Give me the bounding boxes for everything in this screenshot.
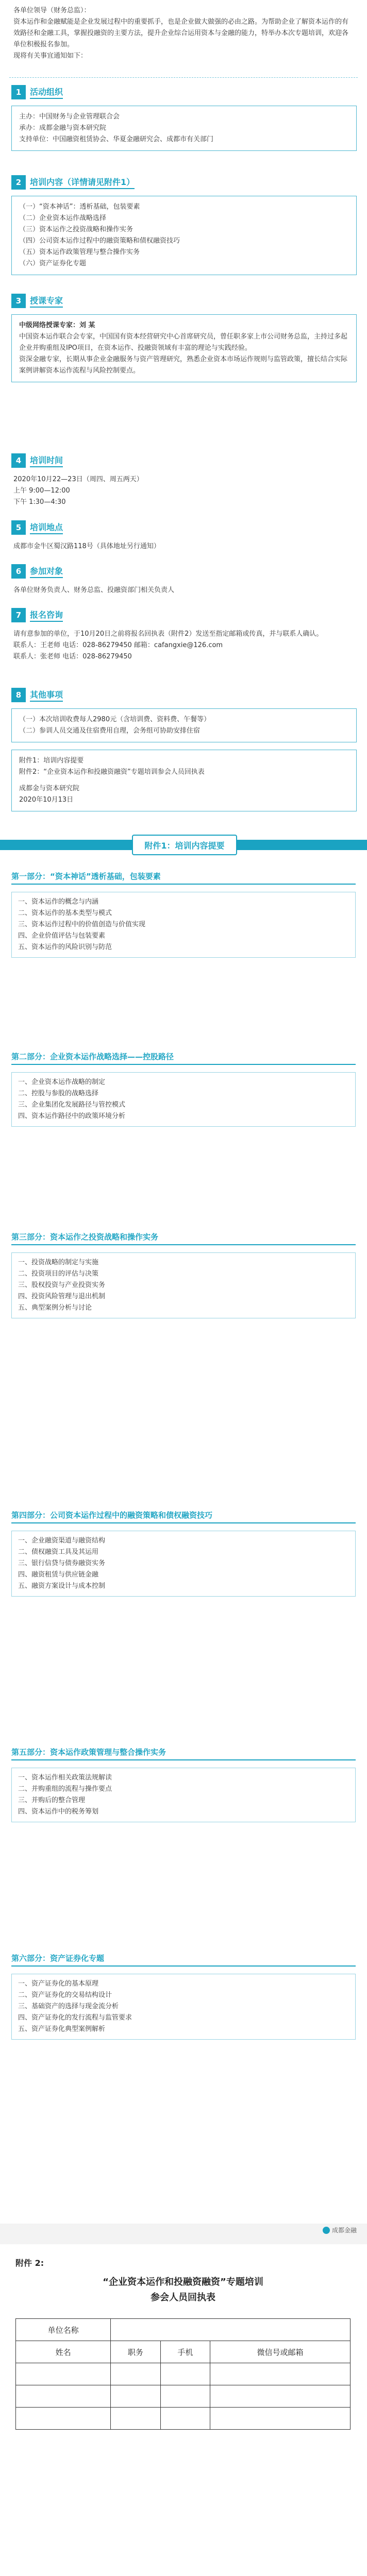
section-title: 培训地点 — [30, 521, 63, 534]
signature-org: 成都金与资本研究院 — [19, 785, 80, 792]
section-line: 主办：中国财务与企业管理联合会 — [19, 113, 120, 121]
column-header: 手机 — [160, 2341, 210, 2363]
table-cell[interactable] — [16, 2408, 111, 2430]
part-line: 一、资本运作的概念与内涵 — [18, 898, 99, 906]
section-title: 培训内容（详情请见附件1） — [30, 176, 135, 189]
part-line: 二、资本运作的基本类型与模式 — [18, 909, 112, 917]
section-line: 联系人：王老师 电话：028-86279450 邮箱：cafangxie@126.com — [13, 641, 223, 649]
part-line: 五、资本运作的风险识别与防范 — [18, 943, 112, 951]
part-line: 二、控股与参股的战略选择 — [18, 1090, 99, 1097]
attachment-line: 附件1：培训内容提要 — [19, 757, 84, 765]
section-line: 成都市金牛区蜀汉路118号（具体地址另行通知） — [13, 543, 160, 550]
part-heading: 第五部分：资本运作政策管理与整合操作实务 — [11, 1747, 356, 1760]
part-body — [11, 1528, 356, 1597]
appendix2-header — [15, 2257, 351, 2306]
column-header: 姓名 — [16, 2341, 111, 2363]
section-line: （二）企业资本运作战略选择 — [19, 214, 107, 222]
section-line: （一）“资本神话”：透析基础，包装要素 — [19, 203, 140, 211]
appendix2-title-line2: 参会人员回执表 — [151, 2292, 215, 2303]
section-line: 资深金融专家，长期从事企业金融服务与资产管理研究，熟悉企业资本市场运作规则与监管政策，擅长结合实际案例讲解资本运作流程与风险控制要点。 — [19, 355, 348, 375]
section-line: 支持单位：中国融资租赁协会、华夏金融研究会、成都市有关部门 — [19, 135, 214, 143]
signature-date: 2020年10月13日 — [19, 796, 74, 804]
section-heading — [11, 85, 63, 99]
section-heading — [11, 520, 63, 535]
part-heading: 第一部分：“资本神话”透析基础，包装要素 — [11, 871, 356, 885]
part-line: 四、资产证券化的发行流程与监管要求 — [18, 2014, 132, 2022]
part-line: 一、资产证券化的基本原理 — [18, 1980, 99, 1988]
part-line: 五、典型案例分析与讨论 — [18, 1304, 92, 1312]
table-cell[interactable] — [111, 2408, 160, 2430]
footer-logo — [323, 2226, 357, 2234]
section-heading — [11, 453, 63, 468]
section-number: 8 — [11, 688, 26, 702]
section-line: 承办：成都金融与资本研究院 — [19, 124, 107, 132]
table-row — [16, 2363, 351, 2385]
part-line: 三、银行信贷与债券融资实务 — [18, 1560, 106, 1567]
section-line: 联系人：张老师 电话：028-86279450 — [13, 653, 132, 660]
table-row — [16, 2408, 351, 2430]
section-text — [13, 474, 354, 508]
section-number: 2 — [11, 175, 26, 190]
section-line: 下午 1:30—4:30 — [13, 498, 66, 506]
appendix2-label: 附件 2: — [15, 2258, 44, 2268]
section-line: 各单位财务负责人、财务总监、投融资部门相关负责人 — [13, 586, 175, 594]
unit-name-field[interactable] — [111, 2319, 351, 2341]
section-line: （五）资本运作政策管理与整合操作实务 — [19, 248, 140, 256]
section-line: 请有意参加的单位，于10月20日之前将报名回执表（附件2）发送至指定邮箱或传真，并与联系人确认。 — [13, 630, 323, 638]
section-text — [13, 629, 354, 663]
appendix-title: 附件1：培训内容提要 — [132, 835, 237, 855]
section-line: （三）资本运作之投资战略和操作实务 — [19, 226, 134, 233]
part-line: 四、企业价值评估与包装要素 — [18, 932, 106, 940]
part-line: 四、资本运作路径中的政策环境分析 — [18, 1112, 126, 1120]
section-heading — [11, 175, 135, 190]
section-line: 上午 9:00—12:00 — [13, 487, 70, 495]
part-line: 二、债权融资工具及其运用 — [18, 1548, 99, 1556]
section-title: 报名咨询 — [30, 608, 63, 622]
divider — [9, 77, 358, 78]
part-body — [11, 1069, 356, 1127]
part-line: 三、基础资产的选择与现金流分析 — [18, 2003, 119, 2010]
table-cell[interactable] — [210, 2363, 351, 2385]
section-line: （四）公司资本运作过程中的融资策略和债权融资技巧 — [19, 237, 180, 245]
part-line: 五、融资方案设计与成本控制 — [18, 1582, 106, 1590]
part-body — [11, 1765, 356, 1822]
footer-strip — [0, 2224, 367, 2244]
intro-line: 资本运作和金融赋能是企业发展过程中的重要抓手，也是企业做大做强的必由之路。为帮助企业了解资本运作的有效路径和金融工具，掌握投融资的主要方法，提升企业综合运用资本与金融的能力，特举办本次专题培训，欢迎各单位积极报名参加。 — [13, 18, 349, 48]
table-cell[interactable] — [16, 2363, 111, 2385]
part-line: 五、资产证券化典型案例解析 — [18, 2025, 106, 2033]
table-cell[interactable] — [111, 2363, 160, 2385]
table-row — [16, 2341, 351, 2363]
section-heading — [11, 564, 63, 579]
section-box — [11, 106, 357, 151]
table-cell[interactable] — [210, 2385, 351, 2408]
section-box — [11, 314, 357, 382]
section-heading — [11, 688, 63, 702]
part-line: 三、企业集团化发展路径与管控模式 — [18, 1101, 126, 1109]
section-number: 7 — [11, 608, 26, 622]
part-line: 四、资本运作中的税务筹划 — [18, 1808, 99, 1816]
section-number: 3 — [11, 294, 26, 308]
section-line: （一）本次培训收费每人2980元（含培训费、资料费、午餐等） — [19, 716, 211, 723]
section-number: 4 — [11, 453, 26, 468]
column-header: 职务 — [111, 2341, 160, 2363]
section-box — [11, 708, 357, 742]
part-line: 一、企业融资渠道与融资结构 — [18, 1537, 106, 1545]
section-box — [11, 196, 357, 275]
table-cell[interactable] — [16, 2385, 111, 2408]
table-cell[interactable] — [160, 2408, 210, 2430]
section-number: 1 — [11, 85, 26, 99]
table-cell[interactable] — [160, 2385, 210, 2408]
table-row — [16, 2385, 351, 2408]
section-line: 中级网络授课专家：刘 某 — [19, 321, 95, 329]
section-line: 中国资本运作联合会专家，中国国有资本经营研究中心首席研究员，曾任职多家上市公司财务总监，主持过多起企业并购重组及IPO项目，在资本运作、投融资领域有丰富的理论与实践经验。 — [19, 333, 348, 352]
attachment-line: 附件2：“企业资本运作和投融资融资”专题培训参会人员回执表 — [19, 768, 205, 776]
part-body — [11, 889, 356, 958]
section-title: 其他事项 — [30, 688, 63, 702]
part-line: 二、资产证券化的交易结构设计 — [18, 1991, 112, 1999]
unit-name-label: 单位名称 — [16, 2319, 111, 2341]
part-line: 四、融资租赁与供应链金融 — [18, 1571, 99, 1579]
table-cell[interactable] — [210, 2408, 351, 2430]
table-cell[interactable] — [160, 2363, 210, 2385]
part-heading: 第四部分：公司资本运作过程中的融资策略和债权融资技巧 — [11, 1510, 356, 1523]
part-line: 一、资本运作相关政策法规解读 — [18, 1774, 112, 1782]
intro-line: 各单位领导（财务总监）： — [13, 7, 91, 14]
section-title: 参加对象 — [30, 565, 63, 578]
intro-line: 现将有关事宜通知如下： — [13, 52, 88, 60]
section-line: 2020年10月22—23日（周四、周五两天） — [13, 476, 143, 483]
section-title: 活动组织 — [30, 86, 63, 99]
logo-label: 成都金融 — [331, 2227, 357, 2234]
part-line: 三、并购后的整合管理 — [18, 1797, 86, 1804]
intro-text — [13, 5, 354, 62]
part-line: 二、并购重组的流程与操作要点 — [18, 1785, 112, 1793]
section-number: 5 — [11, 520, 26, 535]
part-body — [11, 1971, 356, 2040]
section-heading — [11, 294, 63, 308]
part-body — [11, 1249, 356, 1318]
part-heading: 第二部分：企业资本运作战略选择——控股路径 — [11, 1051, 356, 1065]
part-heading: 第三部分：资本运作之投资战略和操作实务 — [11, 1231, 356, 1245]
attachments-box — [11, 750, 357, 811]
part-line: 一、投资战略的制定与实施 — [18, 1259, 99, 1266]
section-title: 培训时间 — [30, 454, 63, 467]
section-text — [13, 585, 354, 596]
table-cell[interactable] — [111, 2385, 160, 2408]
column-header: 微信号或邮箱 — [210, 2341, 351, 2363]
part-line: 三、资本运作过程中的价值创造与价值实现 — [18, 921, 146, 928]
part-line: 一、企业资本运作战略的制定 — [18, 1078, 106, 1086]
section-title: 授课专家 — [30, 294, 63, 308]
section-number: 6 — [11, 564, 26, 579]
section-line: （二）参训人员交通及住宿费用自理，会务组可协助安排住宿 — [19, 727, 201, 735]
part-line: 三、股权投资与产业投资实务 — [18, 1281, 106, 1289]
part-line: 四、投资风险管理与退出机制 — [18, 1293, 106, 1300]
section-line: （六）资产证券化专题 — [19, 260, 87, 267]
appendix2-title-line1: “企业资本运作和投融资融资”专题培训 — [103, 2277, 263, 2287]
section-heading — [11, 608, 63, 622]
table-row — [16, 2319, 351, 2341]
registration-form-table — [15, 2318, 351, 2430]
logo-icon — [323, 2227, 330, 2234]
part-heading: 第六部分：资产证券化专题 — [11, 1953, 356, 1967]
section-text — [13, 541, 354, 552]
part-line: 二、投资项目的评估与决策 — [18, 1270, 99, 1278]
